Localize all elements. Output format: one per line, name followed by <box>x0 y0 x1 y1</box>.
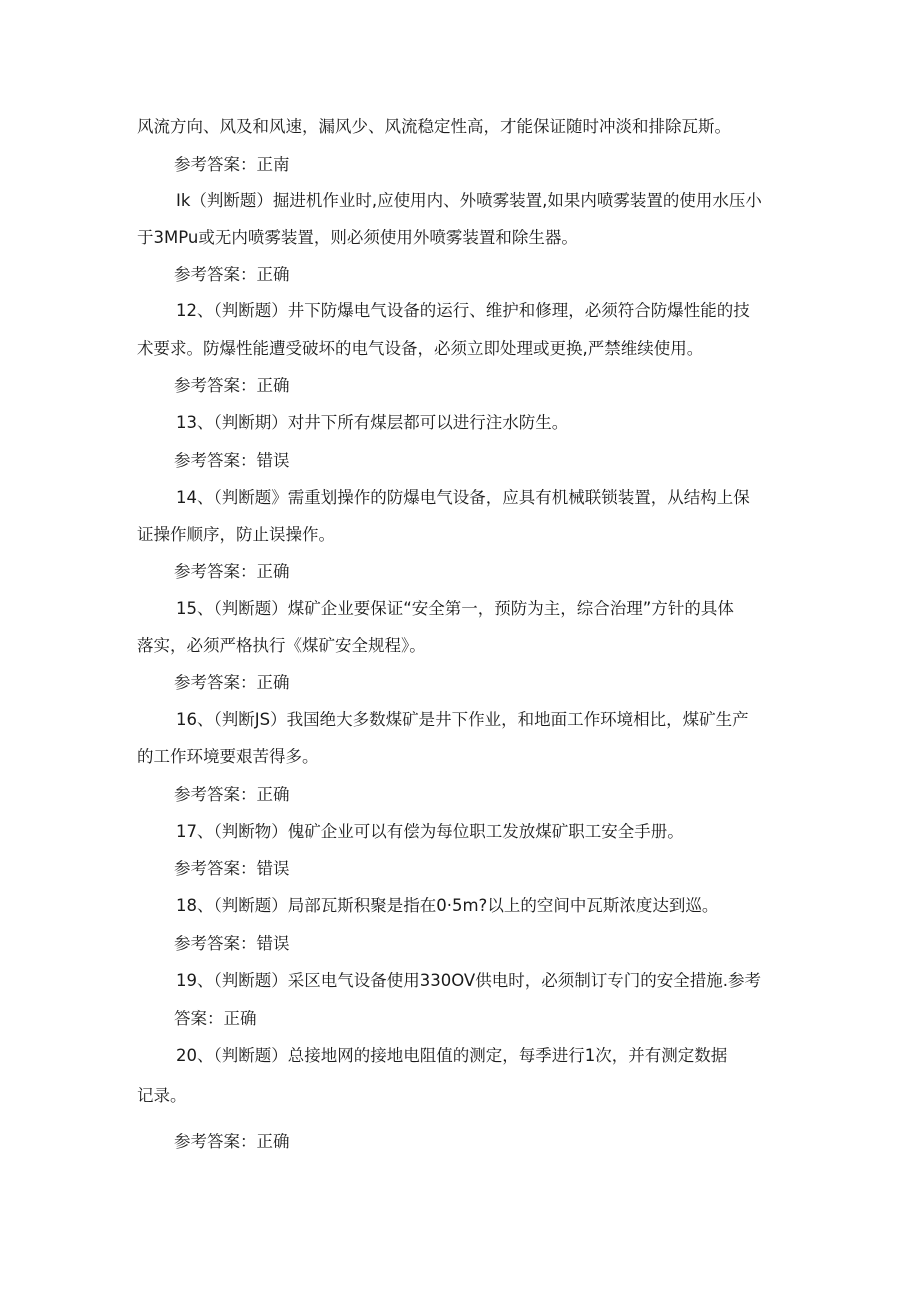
question-20-line-1: 20、（判断题）总接地网的接地电阻值的测定，每季进行1次，并有测定数据 <box>176 1046 728 1065</box>
text-line-1: 风流方向、风及和风速，漏风少、风流稳定性高，才能保证随时冲淡和排除瓦斯。 <box>137 117 731 136</box>
question-15-line-1: 15、（判断题）煤矿企业要保证“安全第一，预防为主，综合治理”方针的具体 <box>176 599 734 618</box>
question-20-line-2: 记录。 <box>137 1086 187 1105</box>
answer-line-12: 参考答案：正确 <box>174 376 290 395</box>
question-16-line-2: 的工作环境要艰苦得多。 <box>137 747 319 766</box>
question-18-line-1: 18、（判断题）局部瓦斯积聚是指在0·5m?以上的空间中瓦斯浓度达到巡。 <box>176 896 719 915</box>
answer-line-20: 参考答案：正确 <box>174 1132 290 1151</box>
answer-line-11: 参考答案：正确 <box>174 265 290 284</box>
answer-line-18: 参考答案：错误 <box>174 934 290 953</box>
question-13-line-1: 13、（判断期）对井下所有煤层都可以进行注水防生。 <box>176 413 569 432</box>
question-14-line-1: 14、（判断题》需重划操作的防爆电气设备，应具有机械联锁装置，从结构上保 <box>176 488 750 507</box>
question-11-line-1: Ik（判断题）掘进机作业时,应使用内、外喷雾装置,如果内喷雾装置的使用水压小 <box>176 191 762 210</box>
question-15-line-2: 落实，必须严格执行《煤矿安全规程》。 <box>137 636 426 655</box>
answer-line-17: 参考答案：错误 <box>174 859 290 878</box>
answer-line-15: 参考答案：正确 <box>174 673 290 692</box>
question-12-line-1: 12、（判断题）井下防爆电气设备的运行、维护和修理，必须符合防爆性能的技 <box>176 301 750 320</box>
question-12-line-2: 术要求。防爆性能遭受破坏的电气设备，必须立即处理或更换,严禁维续使用。 <box>137 339 704 358</box>
question-19-line-1: 19、（判断题）采区电气设备使用330OV供电时，必须制订专门的安全措施.参考 <box>176 971 761 990</box>
question-16-line-1: 16、（判断JS）我国绝大多数煤矿是井下作业，和地面工作环境相比，煤矿生产 <box>176 710 749 729</box>
answer-line-14: 参考答案：正确 <box>174 562 290 581</box>
question-14-line-2: 证操作顺序，防止误操作。 <box>137 525 335 544</box>
answer-line-13: 参考答案：错误 <box>174 451 290 470</box>
question-17-line-1: 17、（判断物）傀矿企业可以有偿为每位职工发放煤矿职工安全手册。 <box>176 822 684 841</box>
question-11-line-2: 于3MPu或无内喷雾装置，则必须使用外喷雾装置和除生器。 <box>137 228 578 247</box>
answer-line-10: 参考答案：正南 <box>174 155 290 174</box>
answer-line-19: 答案：正确 <box>174 1009 257 1028</box>
answer-line-16: 参考答案：正确 <box>174 785 290 804</box>
